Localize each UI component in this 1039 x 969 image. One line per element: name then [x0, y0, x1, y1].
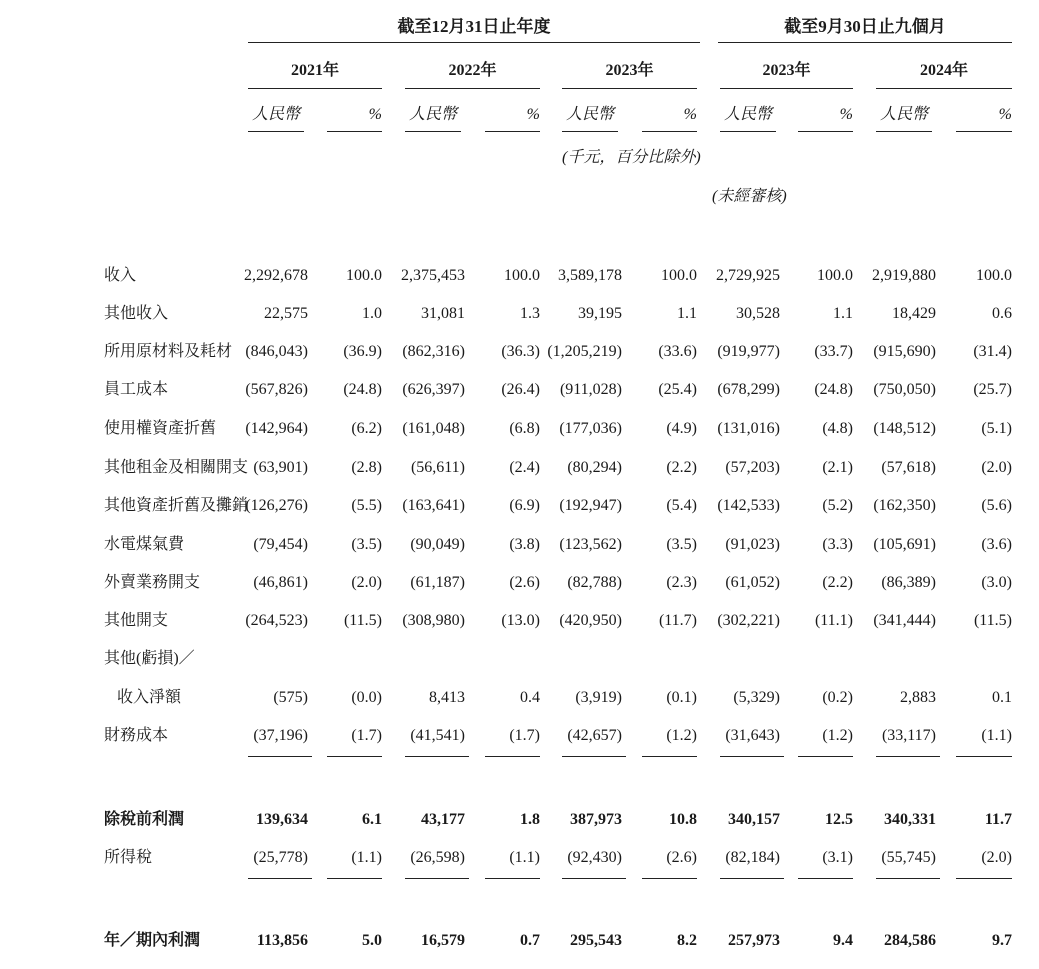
amount-cell: 2,919,880 — [872, 267, 936, 284]
amount-cell: 139,634 — [256, 811, 308, 828]
amount-cell: (31,643) — [725, 727, 780, 744]
percent-cell: (1.2) — [666, 727, 697, 744]
amount-cell: (26,598) — [410, 849, 465, 866]
percent-cell: (33.6) — [658, 343, 697, 360]
percent-cell: 9.4 — [833, 932, 853, 949]
amount-cell: (341,444) — [873, 612, 936, 629]
percent-cell: (3.6) — [981, 536, 1012, 553]
percent-cell: (2.6) — [509, 574, 540, 591]
amount-cell: (142,533) — [717, 497, 780, 514]
amount-cell: (142,964) — [245, 420, 308, 437]
amount-cell: (575) — [273, 689, 308, 706]
currency-heading: 人民幣 — [251, 106, 300, 123]
percent-cell: (36.3) — [501, 343, 540, 360]
subtotal-rule — [798, 756, 853, 757]
percent-cell: 100.0 — [817, 267, 853, 284]
amount-cell: 3,589,178 — [558, 267, 622, 284]
percent-cell: (26.4) — [501, 381, 540, 398]
percent-cell: 1.8 — [520, 811, 540, 828]
amount-cell: (1,205,219) — [547, 343, 622, 360]
amount-cell: 387,973 — [570, 811, 622, 828]
amount-cell: 2,883 — [900, 689, 936, 706]
percent-heading-rule — [642, 131, 697, 132]
percent-cell: (0.1) — [666, 689, 697, 706]
amount-cell: (82,184) — [725, 849, 780, 866]
row-label: 所用原材料及耗材 — [104, 343, 233, 360]
percent-cell: (11.5) — [973, 612, 1012, 629]
currency-heading: 人民幣 — [879, 106, 928, 123]
percent-cell: (2.6) — [666, 849, 697, 866]
row-label: 財務成本 — [104, 727, 169, 744]
percent-cell: (1.1) — [981, 727, 1012, 744]
amount-cell: (123,562) — [559, 536, 622, 553]
amount-cell: 257,973 — [728, 932, 780, 949]
year-rule — [720, 88, 853, 89]
amount-cell: (163,641) — [402, 497, 465, 514]
row-label: 所得稅 — [104, 849, 153, 866]
subtotal-rule — [562, 878, 626, 879]
row-label: 除稅前利潤 — [104, 811, 185, 828]
percent-cell: 100.0 — [976, 267, 1012, 284]
percent-cell: 0.1 — [992, 689, 1012, 706]
currency-heading-rule — [562, 131, 618, 132]
row-label: 員工成本 — [104, 381, 169, 398]
percent-cell: (1.7) — [509, 727, 540, 744]
amount-cell: 8,413 — [429, 689, 465, 706]
currency-heading: 人民幣 — [565, 106, 614, 123]
row-label: 收入 — [104, 267, 137, 284]
percent-heading: % — [683, 106, 697, 123]
percent-cell: (3.1) — [822, 849, 853, 866]
percent-cell: 100.0 — [346, 267, 382, 284]
amount-cell: 16,579 — [421, 932, 465, 949]
row-label: 其他開支 — [104, 612, 169, 629]
period-group-rule — [248, 42, 700, 43]
subtotal-rule — [485, 756, 540, 757]
unaudited-note: (未經審核) — [712, 188, 787, 205]
amount-cell: (33,117) — [881, 727, 936, 744]
amount-cell: (177,036) — [559, 420, 622, 437]
row-label: 使用權資產折舊 — [104, 420, 217, 437]
percent-cell: (3.5) — [351, 536, 382, 553]
amount-cell: 295,543 — [570, 932, 622, 949]
amount-cell: (915,690) — [873, 343, 936, 360]
percent-cell: (5.6) — [981, 497, 1012, 514]
percent-cell: (3.3) — [822, 536, 853, 553]
percent-cell: (24.8) — [814, 381, 853, 398]
percent-cell: 1.3 — [520, 305, 540, 322]
amount-cell: (57,203) — [725, 459, 780, 476]
year-rule — [876, 88, 1012, 89]
percent-cell: (2.1) — [822, 459, 853, 476]
percent-cell: 12.5 — [825, 811, 853, 828]
subtotal-rule — [485, 878, 540, 879]
percent-cell: (13.0) — [501, 612, 540, 629]
currency-heading: 人民幣 — [408, 106, 457, 123]
amount-cell: (308,980) — [402, 612, 465, 629]
percent-cell: 100.0 — [504, 267, 540, 284]
amount-cell: (57,618) — [881, 459, 936, 476]
percent-cell: (2.2) — [822, 574, 853, 591]
row-label: 其他資產折舊及攤銷 — [104, 497, 249, 514]
subtotal-rule — [956, 878, 1012, 879]
year-heading: 2023年 — [605, 62, 654, 79]
amount-cell: (41,541) — [410, 727, 465, 744]
row-label: 收入淨額 — [117, 689, 182, 706]
percent-cell: 1.1 — [833, 305, 853, 322]
subtotal-rule — [798, 878, 853, 879]
amount-cell: (911,028) — [559, 381, 622, 398]
percent-cell: (11.7) — [658, 612, 697, 629]
percent-cell: 9.7 — [992, 932, 1012, 949]
percent-cell: (2.8) — [351, 459, 382, 476]
year-heading: 2024年 — [919, 62, 968, 79]
amount-cell: 30,528 — [736, 305, 780, 322]
amount-cell: 2,292,678 — [244, 267, 308, 284]
percent-cell: (24.8) — [343, 381, 382, 398]
amount-cell: (264,523) — [245, 612, 308, 629]
percent-cell: 11.7 — [984, 811, 1012, 828]
amount-cell: 2,375,453 — [401, 267, 465, 284]
percent-heading: % — [998, 106, 1012, 123]
amount-cell: (192,947) — [559, 497, 622, 514]
percent-cell: 100.0 — [661, 267, 697, 284]
subtotal-rule — [720, 756, 784, 757]
row-label: 年／期內利潤 — [104, 932, 201, 949]
percent-cell: (2.2) — [666, 459, 697, 476]
subtotal-rule — [642, 756, 697, 757]
amount-cell: (862,316) — [402, 343, 465, 360]
year-rule — [562, 88, 697, 89]
percent-cell: (6.2) — [351, 420, 382, 437]
percent-cell: 8.2 — [677, 932, 697, 949]
currency-heading-rule — [720, 131, 776, 132]
percent-cell: (33.7) — [814, 343, 853, 360]
currency-heading-rule — [248, 131, 304, 132]
percent-heading-rule — [798, 131, 853, 132]
amount-cell: (91,023) — [725, 536, 780, 553]
percent-cell: (1.2) — [822, 727, 853, 744]
amount-cell: (105,691) — [873, 536, 936, 553]
percent-cell: 0.7 — [520, 932, 540, 949]
amount-cell: (56,611) — [410, 459, 465, 476]
percent-cell: (4.8) — [822, 420, 853, 437]
amount-cell: (919,977) — [717, 343, 780, 360]
amount-cell: 18,429 — [892, 305, 936, 322]
amount-cell: 340,331 — [884, 811, 936, 828]
amount-cell: (82,788) — [567, 574, 622, 591]
subtotal-rule — [876, 878, 940, 879]
percent-cell: (0.0) — [351, 689, 382, 706]
percent-cell: (25.7) — [973, 381, 1012, 398]
unit-note: (千元，百分比除外) — [562, 149, 701, 166]
currency-heading: 人民幣 — [723, 106, 772, 123]
amount-cell: (63,901) — [253, 459, 308, 476]
amount-cell: (131,016) — [717, 420, 780, 437]
period-group-heading: 截至9月30日止九個月 — [784, 17, 946, 36]
amount-cell: (5,329) — [733, 689, 780, 706]
amount-cell: (161,048) — [402, 420, 465, 437]
amount-cell: 43,177 — [421, 811, 465, 828]
amount-cell: (90,049) — [410, 536, 465, 553]
amount-cell: (61,052) — [725, 574, 780, 591]
amount-cell: (25,778) — [253, 849, 308, 866]
amount-cell: (126,276) — [245, 497, 308, 514]
amount-cell: (80,294) — [567, 459, 622, 476]
percent-heading: % — [526, 106, 540, 123]
amount-cell: (302,221) — [717, 612, 780, 629]
percent-heading-rule — [485, 131, 540, 132]
amount-cell: (61,187) — [410, 574, 465, 591]
amount-cell: 31,081 — [421, 305, 465, 322]
percent-cell: (6.9) — [509, 497, 540, 514]
percent-cell: (1.1) — [351, 849, 382, 866]
currency-heading-rule — [405, 131, 461, 132]
amount-cell: (55,745) — [881, 849, 936, 866]
percent-cell: (3.5) — [666, 536, 697, 553]
period-group-rule — [718, 42, 1012, 43]
amount-cell: (37,196) — [253, 727, 308, 744]
percent-cell: (6.8) — [509, 420, 540, 437]
subtotal-rule — [720, 878, 784, 879]
year-rule — [405, 88, 540, 89]
amount-cell: (162,350) — [873, 497, 936, 514]
subtotal-rule — [876, 756, 940, 757]
row-label: 水電煤氣費 — [104, 536, 185, 553]
percent-cell: (2.3) — [666, 574, 697, 591]
subtotal-rule — [248, 756, 312, 757]
percent-cell: 0.4 — [520, 689, 540, 706]
percent-cell: (3.0) — [981, 574, 1012, 591]
percent-cell: (5.4) — [666, 497, 697, 514]
percent-cell: (2.0) — [981, 849, 1012, 866]
year-rule — [248, 88, 382, 89]
percent-cell: (2.0) — [981, 459, 1012, 476]
year-heading: 2022年 — [448, 62, 497, 79]
percent-cell: (11.1) — [814, 612, 853, 629]
subtotal-rule — [562, 756, 626, 757]
amount-cell: (148,512) — [873, 420, 936, 437]
percent-cell: 5.0 — [362, 932, 382, 949]
subtotal-rule — [327, 878, 382, 879]
percent-cell: 1.0 — [362, 305, 382, 322]
percent-cell: (3.8) — [509, 536, 540, 553]
subtotal-rule — [405, 878, 469, 879]
percent-heading-rule — [327, 131, 382, 132]
amount-cell: 2,729,925 — [716, 267, 780, 284]
percent-cell: 1.1 — [677, 305, 697, 322]
percent-cell: (4.9) — [666, 420, 697, 437]
percent-cell: (5.1) — [981, 420, 1012, 437]
amount-cell: (42,657) — [567, 727, 622, 744]
subtotal-rule — [248, 878, 312, 879]
row-label: 其他收入 — [104, 305, 169, 322]
amount-cell: (92,430) — [567, 849, 622, 866]
row-label: 外賣業務開支 — [104, 574, 201, 591]
percent-heading: % — [368, 106, 382, 123]
year-heading: 2021年 — [290, 62, 339, 79]
amount-cell: 22,575 — [264, 305, 308, 322]
amount-cell: (567,826) — [245, 381, 308, 398]
row-label: 其他租金及相關開支 — [104, 459, 249, 476]
amount-cell: (678,299) — [717, 381, 780, 398]
percent-cell: (2.4) — [509, 459, 540, 476]
subtotal-rule — [642, 878, 697, 879]
percent-cell: (2.0) — [351, 574, 382, 591]
percent-cell: (0.2) — [822, 689, 853, 706]
percent-heading: % — [839, 106, 853, 123]
percent-cell: (5.5) — [351, 497, 382, 514]
percent-cell: (31.4) — [973, 343, 1012, 360]
row-label: 其他(虧損)／ — [104, 650, 195, 667]
amount-cell: (3,919) — [575, 689, 622, 706]
amount-cell: (626,397) — [402, 381, 465, 398]
percent-cell: (36.9) — [343, 343, 382, 360]
amount-cell: 284,586 — [884, 932, 936, 949]
amount-cell: (86,389) — [881, 574, 936, 591]
currency-heading-rule — [876, 131, 932, 132]
percent-cell: 6.1 — [362, 811, 382, 828]
percent-cell: 10.8 — [669, 811, 697, 828]
percent-cell: (11.5) — [343, 612, 382, 629]
amount-cell: 340,157 — [728, 811, 780, 828]
period-group-heading: 截至12月31日止年度 — [397, 17, 551, 36]
amount-cell: (46,861) — [253, 574, 308, 591]
amount-cell: (750,050) — [873, 381, 936, 398]
amount-cell: 39,195 — [578, 305, 622, 322]
amount-cell: (420,950) — [559, 612, 622, 629]
amount-cell: (846,043) — [245, 343, 308, 360]
percent-cell: 0.6 — [992, 305, 1012, 322]
subtotal-rule — [405, 756, 469, 757]
year-heading: 2023年 — [762, 62, 811, 79]
percent-cell: (1.1) — [509, 849, 540, 866]
amount-cell: 113,856 — [256, 932, 308, 949]
percent-cell: (5.2) — [822, 497, 853, 514]
percent-cell: (1.7) — [351, 727, 382, 744]
amount-cell: (79,454) — [253, 536, 308, 553]
percent-heading-rule — [956, 131, 1012, 132]
subtotal-rule — [327, 756, 382, 757]
subtotal-rule — [956, 756, 1012, 757]
percent-cell: (25.4) — [658, 381, 697, 398]
